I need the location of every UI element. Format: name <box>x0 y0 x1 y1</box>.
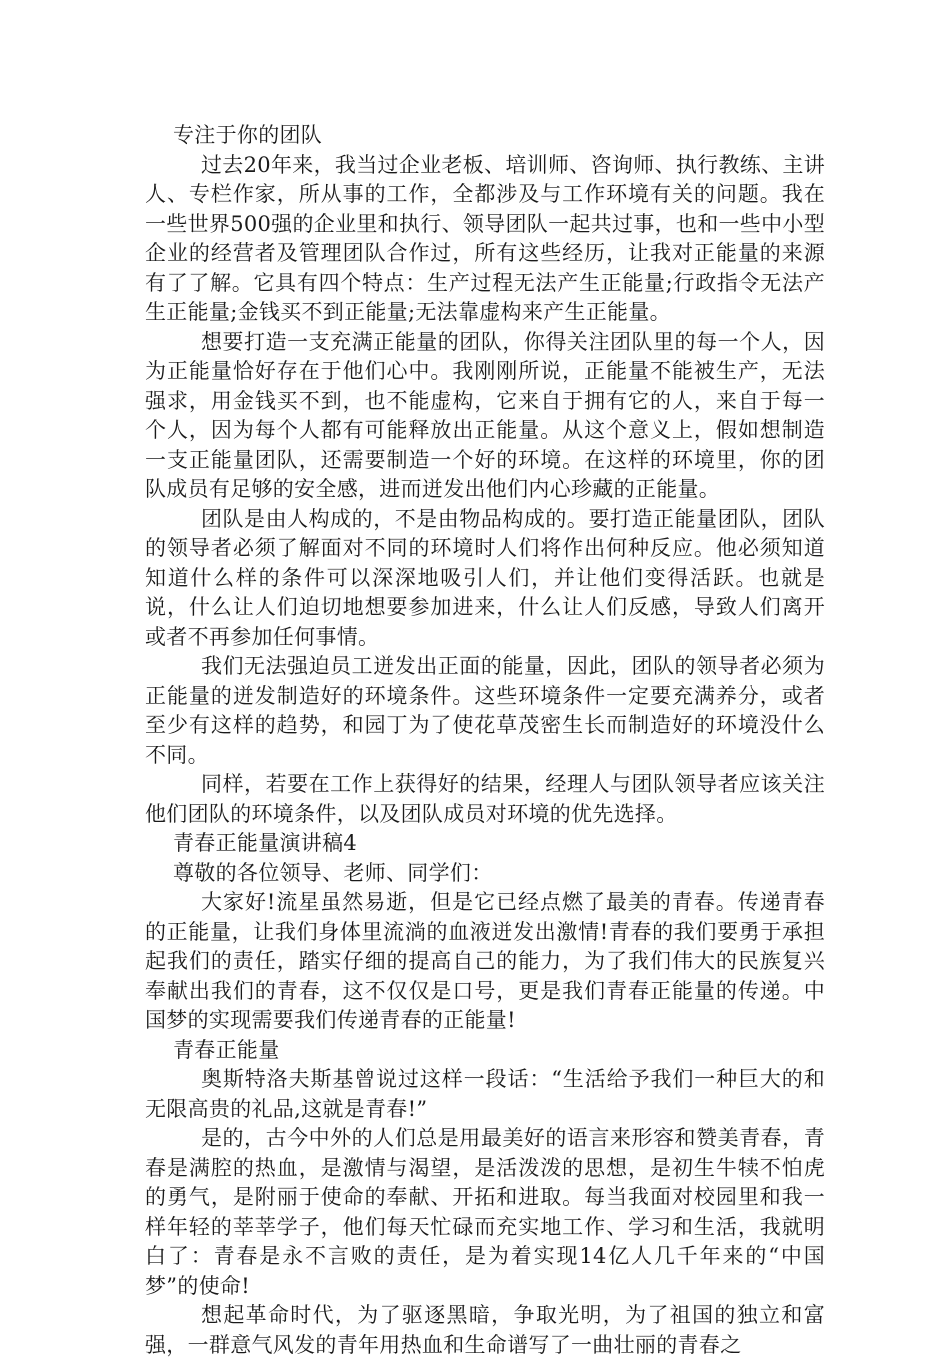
section-heading: 专注于你的团队 <box>173 123 323 147</box>
body-paragraph: 过去20年来，我当过企业老板、培训师、咨询师、执行教练、主讲人、专栏作家，所从事的工作，全都涉及与工作环境有关的问题。我在一些世界500强的企业里和执行、领导团队一起共过事，也和一些中小型企业的经营者及管理团队合作过，所有这些经历，让我对正能量的来源有了了解。它具有四个特点：生产过程无法产生正能量;行政指令无法产生正能量;金钱买不到正能量;无法靠虚构来产生正能量。 <box>145 152 825 324</box>
section-heading: 青春正能量演讲稿4 <box>173 831 358 855</box>
body-paragraph: 我们无法强迫员工迸发出正面的能量，因此，团队的领导者必须为正能量的迸发制造好的环境条件。这些环境条件一定要充满养分，或者至少有这样的趋势，和园丁为了使花草茂密生长而制造好的环境没什么不同。 <box>145 654 825 767</box>
document-page <box>145 121 825 1360</box>
body-paragraph: 团队是由人构成的，不是由物品构成的。要打造正能量团队，团队的领导者必须了解面对不同的环境时人们将作出何种反应。他必须知道知道什么样的条件可以深深地吸引人们，并让他们变得活跃。也就是说，什么让人们迫切地想要参加进来，什么让人们反感，导致人们离开或者不再参加任何事情。 <box>145 506 825 649</box>
section-heading: 青春正能量 <box>173 1037 280 1062</box>
body-paragraph: 同样，若要在工作上获得好的结果，经理人与团队领导者应该关注他们团队的环境条件，以及团队成员对环境的优先选择。 <box>145 772 825 826</box>
salutation: 尊敬的各位领导、老师、同学们： <box>173 860 493 885</box>
body-paragraph: 想起革命时代，为了驱逐黑暗，争取光明，为了祖国的独立和富强，一群意气风发的青年用热血和生命谱写了一曲壮丽的青春之 <box>145 1303 825 1357</box>
body-paragraph: 奥斯特洛夫斯基曾说过这样一段话：“生活给予我们一种巨大的和无限高贵的礼品,这就是青春!” <box>145 1067 825 1121</box>
body-paragraph: 是的，古今中外的人们总是用最美好的语言来形容和赞美青春，青春是满腔的热血，是激情与渴望，是活泼泼的思想，是初生牛犊不怕虎的勇气，是附丽于使命的奉献、开拓和进取。每当我面对校园里和我一样年轻的莘莘学子，他们每天忙碌而充实地工作、学习和生活，我就明白了：青春是永不言败的责任，是为着实现14亿人几千年来的“中国梦”的使命! <box>145 1126 825 1298</box>
body-paragraph: 想要打造一支充满正能量的团队，你得关注团队里的每一个人，因为正能量恰好存在于他们心中。我刚刚所说，正能量不能被生产，无法强求，用金钱买不到，也不能虚构，它来自于拥有它的人，来自于每一个人，因为每个人都有可能释放出正能量。从这个意义上，假如想制造一支正能量团队，还需要制造一个好的环境。在这样的环境里，你的团队成员有足够的安全感，进而迸发出他们内心珍藏的正能量。 <box>145 329 825 501</box>
body-paragraph: 大家好!流星虽然易逝，但是它已经点燃了最美的青春。传递青春的正能量，让我们身体里流淌的血液迸发出激情!青春的我们要勇于承担起我们的责任，踏实仔细的提高自己的能力，为了我们伟大的民族复兴奉献出我们的青春，这不仅仅是口号，更是我们青春正能量的传递。中国梦的实现需要我们传递青春的正能量! <box>145 890 825 1032</box>
